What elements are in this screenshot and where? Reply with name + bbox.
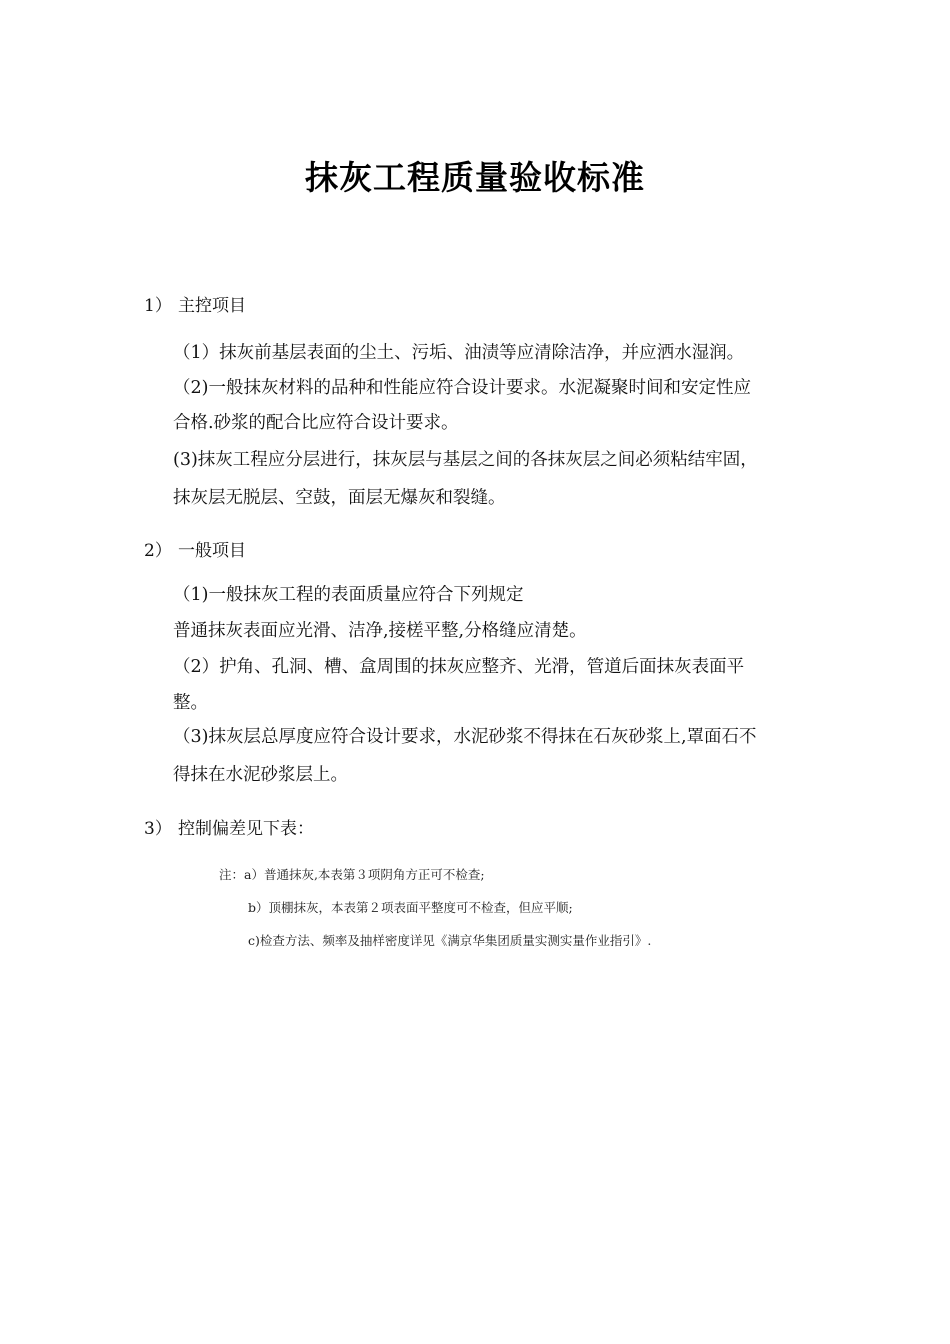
section-title: 主控项目 xyxy=(178,296,246,316)
paragraph-line: 普通抹灰表面应光滑、洁净,接槎平整,分格缝应清楚。 xyxy=(173,621,587,641)
paragraph-line: （3)抹灰层总厚度应符合设计要求，水泥砂浆不得抹在石灰砂浆上,罩面石不 xyxy=(173,727,757,747)
note-line: c)检查方法、频率及抽样密度详见《满京华集团质量实测实量作业指引》. xyxy=(248,933,652,948)
paragraph-line: （1)一般抹灰工程的表面质量应符合下列规定 xyxy=(173,585,524,605)
section-number: 2） xyxy=(144,541,172,561)
section-title: 控制偏差见下表： xyxy=(178,819,314,839)
section-heading-deviation xyxy=(144,814,314,839)
section-title: 一般项目 xyxy=(178,541,246,561)
paragraph-line: (3)抹灰工程应分层进行，抹灰层与基层之间的各抹灰层之间必须粘结牢固， xyxy=(173,450,758,470)
paragraph-line: （1）抹灰前基层表面的尘土、污垢、油渍等应清除洁净，并应洒水湿润。 xyxy=(173,343,745,363)
paragraph-line: （2）护角、孔洞、槽、盒周围的抹灰应整齐、光滑，管道后面抹灰表面平 xyxy=(173,657,745,677)
paragraph-line: 抹灰层无脱层、空鼓，面层无爆灰和裂缝。 xyxy=(173,488,506,508)
note-line: 注：a）普通抹灰,本表第３项阴角方正可不检查; xyxy=(219,867,485,882)
paragraph-line: （2)一般抹灰材料的品种和性能应符合设计要求。水泥凝聚时间和安定性应 xyxy=(173,378,751,398)
section-heading-general xyxy=(144,536,246,561)
section-heading-main-control xyxy=(144,291,246,316)
paragraph-line: 合格.砂浆的配合比应符合设计要求。 xyxy=(173,413,459,433)
section-number: 3） xyxy=(144,819,172,839)
paragraph-line: 得抹在水泥砂浆层上。 xyxy=(173,765,348,785)
note-line: b）顶棚抹灰，本表第２项表面平整度可不检查，但应平顺; xyxy=(248,900,573,915)
paragraph-line: 整。 xyxy=(173,693,208,713)
page-title: 抹灰工程质量验收标准 xyxy=(305,158,645,197)
section-number: 1） xyxy=(144,296,172,316)
